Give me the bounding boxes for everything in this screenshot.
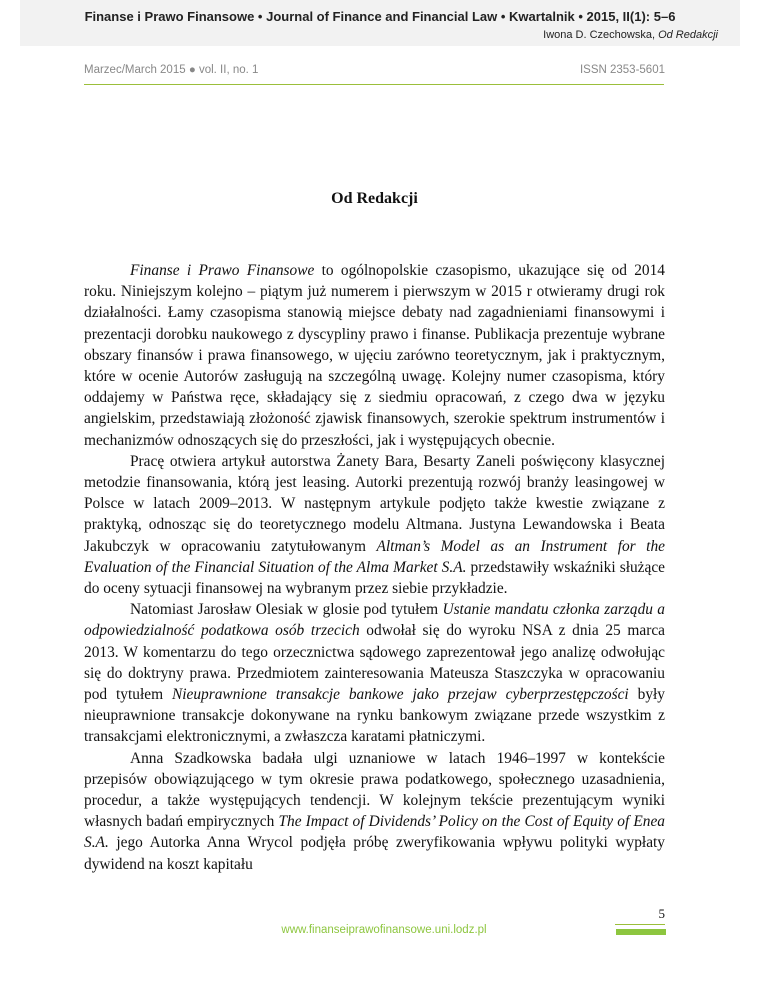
paragraph <box>84 599 665 747</box>
italic-title-run: The Impact of Dividends’ Policy on the Cost of Equity of Enea S.A. <box>84 813 665 852</box>
paragraph <box>84 748 665 875</box>
text-run: były nieuprawnione transakcje dokonywane na rynku bankowym związane przede wszystkim z transakcjami elektronicznymi, a zwłaszcza karatami płatniczymi. <box>84 686 665 746</box>
issue-info: Marzec/March 2015 ● vol. II, no. 1 <box>84 64 259 76</box>
text-run: odwołał się do wyroku NSA z dnia 25 marca 2013. W komentarzu do tego orzecznictwa sądowego zaprezentował jego analizę odwołując się do doktryny prawa. Przedmiotem zainteresowania Mateusza Staszczyka w opracowaniu pod tytułem <box>84 622 665 704</box>
article-body <box>84 260 665 875</box>
italic-title-run: Nieuprawnione transakcje bankowe jako przejaw cyberprzestępczości <box>171 686 629 704</box>
author-line <box>543 29 718 41</box>
italic-title-run: Finanse i Prawo Finansowe <box>130 262 315 279</box>
footer-url[interactable]: www.finanseiprawofinansowe.uni.lodz.pl <box>281 924 487 936</box>
text-run: jego Autorka Anna Wrycol podjęła próbę zweryfikowania wpływu polityki wypłaty dywidend na koszt kapitału <box>84 834 665 873</box>
text-run: to ogólnopolskie czasopismo, ukazujące się od 2014 roku. Niniejszym kolejno – piątym już numerem i pierwszym w 2015 r otwieramy drugi rok działalności. Łamy czasopisma stanowią miejsce debaty nad zagadnieniami finansowymi i prezentacji dorobku naukowego z dyscypliny prawo i finanse. Publikacja prezentuje wybrane obszary finansów i prawa finansowego, w ujęciu zarówno teoretycznym, jak i praktycznym, które w ocenie Autorów zasługują na szczególną uwagę. Kolejny numer czasopisma, który oddajemy w Państwa ręce, składający się z siedmiu opracowań, z czego dwa w języku angielskim, przedstawiają złożoność zjawisk finansowych, szerokie spektrum instrumentów i mechanizmów odnoszących się do przeszłości, jak i występujących obecnie. <box>84 262 665 449</box>
text-run: Pracę otwiera artykuł autorstwa Żanety Bara, Besarty Zaneli poświęcony klasycznej metodzie finansowania, którą jest leasing. Autorki prezentują rozwój branży leasingowej w Polsce w latach 2009–2013. W następnym artykule podjęto także kwestie związane z praktyką, odnosząc się do teoretycznego modelu Altmana. Justyna Lewandowska i Beata Jakubczyk w opracowaniu zatytułowanym <box>84 452 665 555</box>
page-number: 5 <box>658 906 665 921</box>
footer-accent-bar <box>616 929 666 935</box>
author-name: Iwona D. Czechowska, <box>543 29 659 41</box>
text-run: Natomiast Jarosław Olesiak w glosie pod tytułem <box>130 601 443 619</box>
text-run: przedstawiły wskaźniki służące do oceny sytuacji finansowej na wybranym przez siebie przykładzie. <box>84 558 665 598</box>
article-title-short: Od Redakcji <box>658 29 718 41</box>
text-run: Anna Szadkowska badała ulgi uznaniowe w latach 1946–1997 w kontekście przepisów obowiązującego w tym okresie prawa podatkowego, społecznego uzasadnienia, procedur, a także występujących tendencji. W kolejnym tekście prezentującym wyniki własnych badań empirycznych <box>84 749 665 831</box>
italic-title-run: Ustanie mandatu członka zarządu a odpowiedzialność podatkowa osób trzecich <box>84 601 665 640</box>
paragraph <box>84 451 665 599</box>
paragraph <box>84 260 665 451</box>
issn: ISSN 2353-5601 <box>579 64 665 76</box>
header-divider <box>84 84 664 85</box>
running-header <box>20 0 740 46</box>
page-title: Od Redakcji <box>331 190 418 207</box>
journal-citation: Finanse i Prawo Finansowe • Journal of Finance and Financial Law • Kwartalnik • 2015, II(1): 5–6 <box>84 9 676 24</box>
italic-title-run: Altman’s Model as an Instrument for the Evaluation of the Financial Situation of the Alma Market S.A. <box>84 537 665 576</box>
